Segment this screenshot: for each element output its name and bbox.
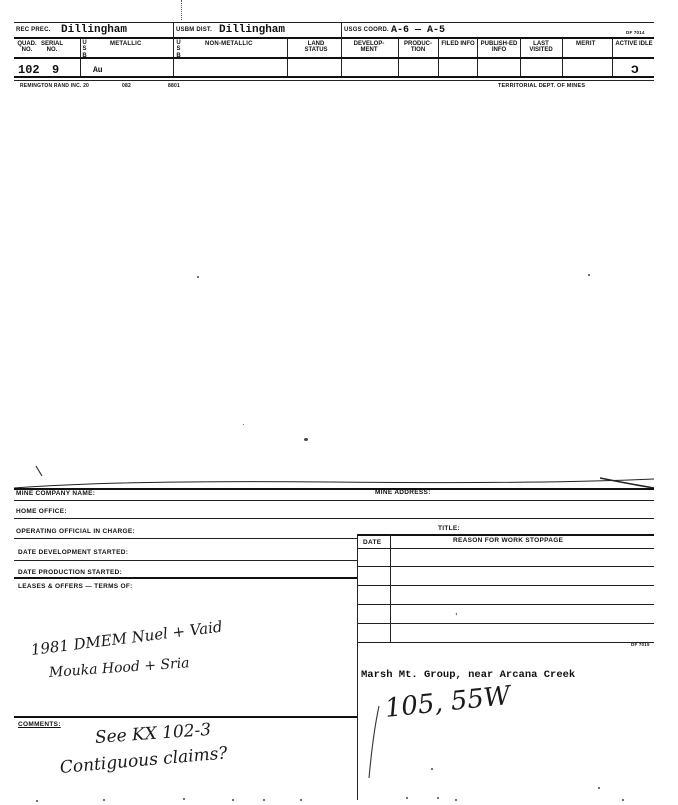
rec-prec-value: Dillingham [61,24,128,36]
scan-speck [455,799,457,801]
date-production-label: DATE PRODUCTION STARTED: [18,569,123,576]
scan-speck [437,797,439,799]
divider [390,534,391,642]
col-non-metallic: NON-METALLIC [205,41,253,47]
quad-no-value: 102 [18,63,40,77]
divider [341,22,342,76]
divider [357,585,654,586]
divider [14,577,357,579]
comments-label: COMMENTS: [18,721,61,728]
scan-speck [243,424,244,425]
date-development-label: DATE DEVELOPMENT STARTED: [18,549,129,556]
location-text: Marsh Mt. Group, near Arcana Creek [361,669,576,681]
serial-no-value: 9 [52,63,60,77]
col-quad-no: QUAD. NO. [17,41,37,54]
scan-speck [183,798,185,800]
handwritten-comment-1: See KX 102-3 [94,719,212,748]
usgs-coord-label: USGS COORD. [344,27,389,33]
home-office-label: HOME OFFICE: [16,508,67,515]
scan-speck [406,797,408,799]
row-mark: · [79,66,82,75]
divider [14,80,654,81]
usbm-dist-value: Dillingham [219,24,286,36]
divider [14,560,357,561]
scan-speck [197,276,199,278]
col-filed-info: FILED INFO [441,41,475,47]
imprint-code-1: 082 [122,83,131,89]
form-number-top: DF 7014 [626,30,645,35]
col-usb-right: U S B [176,40,181,59]
top-tick [181,0,182,20]
date-col-label: DATE [363,539,382,546]
active-mark: ↄ [631,60,639,76]
scan-speck [36,800,38,802]
divider [14,538,357,539]
handwritten-leases-1: 1981 DMEM Nuel + Vaid [29,617,224,659]
reason-col-label: REASON FOR WORK STOPPAGE [453,537,564,544]
manufacturer-imprint: REMINGTON RAND INC. 20 [20,83,90,89]
territorial-dept: TERRITORIAL DEPT. OF MINES [498,83,586,89]
divider [357,566,654,567]
handwritten-coord: 105, 55W [383,680,512,724]
mine-address-label: MINE ADDRESS: [375,489,431,496]
scan-speck [300,799,302,801]
title-label: TITLE: [438,525,461,532]
divider [14,716,357,718]
divider [14,57,654,59]
scan-speck [263,799,265,801]
divider [14,76,654,78]
top-border [14,22,654,23]
rec-prec-label: REC PREC. [16,27,51,33]
col-published-info: PUBLISH-ED INFO [480,41,518,54]
divider [173,22,174,38]
col-development: DEVELOP-MENT [353,41,385,54]
scan-speck [304,438,308,441]
divider [14,488,654,490]
col-usb-left: U S B [82,40,87,59]
col-serial-no: SERIAL NO. [41,41,64,54]
col-last-visited: LAST VISITED [529,41,553,54]
col-production: PRODUC-TION [404,41,432,54]
form-number-bottom: DF 7015 [631,642,650,647]
metallic-value: Au [93,66,103,75]
divider [357,548,654,549]
usgs-coord-value: A-6 — A-5 [391,25,446,36]
row-mark: , [455,606,458,616]
usbm-dist-label: USBM DIST. [176,27,213,33]
divider [14,37,654,39]
divider [14,518,654,519]
operating-official-label: OPERATING OFFICIAL IN CHARGE: [16,528,135,535]
leases-label: LEASES & OFFERS — TERMS OF: [18,583,133,590]
col-metallic: METALLIC [110,41,142,47]
handwritten-comment-2: Contiguous claims? [59,743,229,778]
handwritten-leases-2: Mouka Hood + Sria [48,655,191,681]
scan-speck [431,768,433,770]
mine-company-name-label: MINE COMPANY NAME: [16,490,96,497]
divider [357,604,654,605]
divider [357,642,654,643]
col-active-idle: ACTIVE IDLE [615,41,653,47]
scan-speck [598,787,600,789]
col-merit: MERIT [576,41,596,47]
scan-speck [622,799,624,801]
divider [14,500,654,501]
col-land-status: LAND STATUS [304,41,328,54]
divider [357,534,358,800]
divider [357,623,654,624]
scan-speck [588,274,590,276]
scan-speck [232,799,234,801]
divider [357,534,654,536]
pen-stroke [365,704,395,784]
scan-speck [103,799,105,801]
imprint-code-2: 8801 [168,83,180,89]
